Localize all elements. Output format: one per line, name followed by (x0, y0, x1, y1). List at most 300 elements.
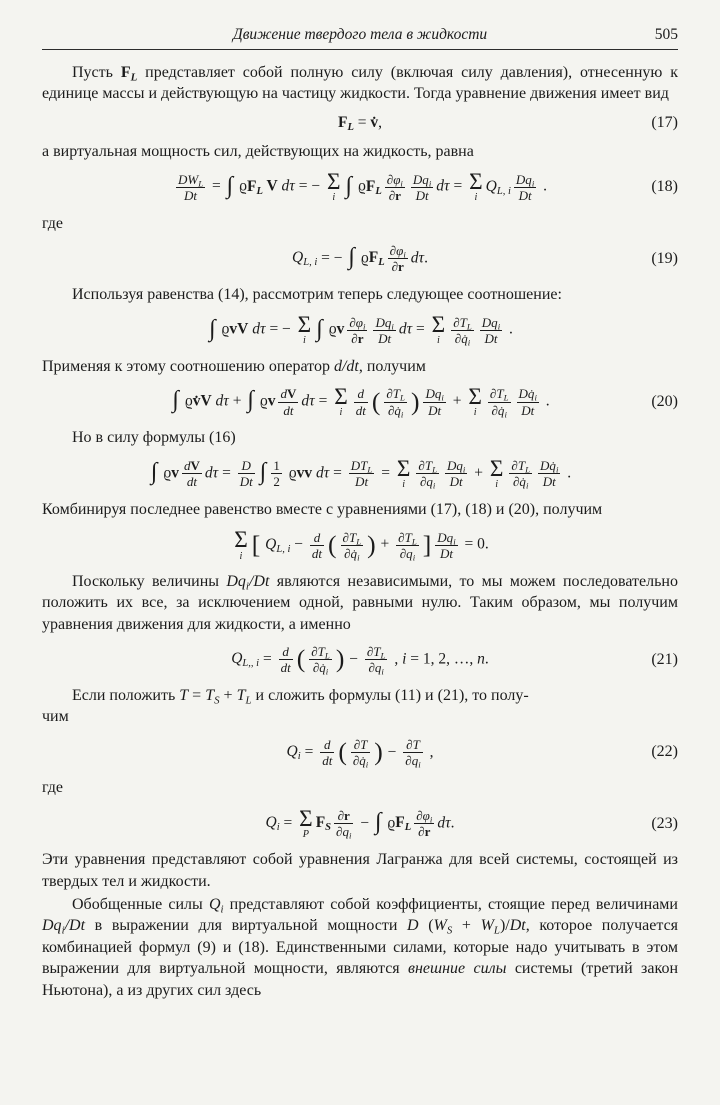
fraction (396, 530, 419, 562)
text-run: ϱ (159, 464, 172, 482)
sigma-glyph: Σ (334, 383, 348, 410)
math-italic-run: d (280, 386, 287, 402)
math-italic-run: $Q_{L, i}$ (261, 536, 291, 556)
math-italic-run: d (282, 644, 289, 660)
fraction-numerator (176, 172, 205, 187)
integral-sign: ∫ (150, 459, 158, 486)
vector-symbol: $F_L$ (365, 178, 382, 198)
summation-sign (432, 314, 446, 346)
summation-sign (469, 171, 483, 203)
fraction-numerator (320, 737, 334, 752)
subscript: i (357, 552, 360, 563)
math-italic-run: $Dq̇_i$ (540, 458, 559, 475)
fraction-numerator (373, 315, 395, 330)
sigma-glyph: Σ (297, 312, 312, 339)
fraction-numerator (354, 386, 368, 401)
summation-sign (334, 383, 348, 419)
fraction-numerator (347, 315, 367, 330)
fraction-denominator (514, 187, 536, 203)
subscript: i (504, 409, 507, 420)
summation-index: i (473, 407, 477, 419)
math-italic-run: $W_L$ (480, 917, 500, 937)
math-italic-run: $\partial q̇_i$ (491, 402, 507, 420)
math-italic-run: d/dt (333, 357, 359, 375)
subscript: L (198, 178, 204, 189)
subscript: L (256, 186, 263, 198)
math-italic-run: $\partial T_L$ (311, 644, 330, 661)
fraction (423, 386, 445, 418)
equation-body (265, 805, 455, 842)
text-run: = (279, 814, 297, 832)
big-bracket: ( (338, 736, 347, 766)
summation-index: i (239, 550, 243, 562)
fraction (416, 458, 439, 490)
equation-number: (21) (651, 650, 678, 668)
vector-symbol: $F_S$ (315, 814, 332, 834)
text-run: = − (265, 320, 295, 338)
subscript: i (276, 822, 280, 834)
subscript: L (466, 321, 472, 332)
fraction-numerator (451, 315, 474, 330)
paragraph-intro (42, 62, 678, 105)
text-run: Поскольку величины (72, 572, 227, 590)
fraction-numerator (403, 737, 422, 752)
text-run: 2 (273, 474, 280, 490)
equation-number: (20) (651, 393, 678, 411)
integral-sign: ∫ (345, 172, 353, 199)
text-run: системы (третий закон Ньютона), а из других сил здесь (42, 960, 679, 999)
subscript: L, i (303, 257, 318, 269)
text-run: Если положить (72, 686, 180, 704)
fraction-denominator (403, 752, 422, 768)
text-run: и сложить формулы (11) и (21), то полу- (251, 686, 529, 704)
vector-symbol: V (190, 458, 200, 473)
text-run: ϱ (357, 249, 369, 267)
math-italic-run: $T_S$ (205, 686, 220, 706)
fraction-denominator (423, 402, 445, 418)
paragraph-using-14 (42, 284, 678, 305)
fraction-numerator (271, 458, 282, 473)
text-run: = (300, 743, 318, 761)
subscript: i (432, 480, 436, 491)
fraction (414, 808, 434, 840)
math-italic-run: $Q_i$ (286, 743, 301, 763)
vector-symbol: vv (296, 464, 313, 482)
text-run: Пусть (72, 64, 121, 81)
summation-index: i (495, 478, 499, 490)
big-bracket: ( (328, 530, 337, 559)
fraction-denominator (385, 187, 405, 203)
math-italic-run: Dt (484, 330, 498, 346)
subscript: L (245, 694, 252, 706)
subscript: L (324, 650, 330, 661)
fraction (320, 737, 334, 769)
text-run: Эти уравнения представляют собой уравнения Лагранжа для всей системы, состоящей из твердых тел и жидкости. (42, 851, 678, 890)
text-run: , (425, 743, 434, 761)
text-run: . (541, 392, 550, 410)
text-run: . (450, 814, 455, 832)
integral-sign: ∫ (374, 809, 382, 836)
vector-symbol: V (262, 178, 278, 196)
subscript: i (467, 337, 471, 348)
math-italic-run: Dt (355, 474, 369, 490)
math-italic-run: $\partial T_L$ (398, 529, 417, 547)
text-run: + (219, 686, 237, 704)
equation-body (338, 114, 382, 132)
math-italic-run: i (402, 650, 407, 668)
math-italic-run: Dt (518, 187, 532, 203)
sigma-glyph: Σ (489, 455, 504, 482)
vector-symbol: v̇ (192, 392, 201, 410)
subscript: i (534, 392, 537, 403)
fraction-numerator (182, 458, 202, 473)
math-italic-run: $\partial T_L$ (453, 314, 472, 332)
math-italic-run: ∂ (391, 259, 399, 275)
math-italic-run: dτ (436, 178, 450, 196)
subscript: i (531, 178, 535, 189)
math-italic-run: $\partial\varphi_i$ (389, 243, 406, 260)
running-head-title: Движение твердого тела в жидкости (232, 26, 488, 43)
subscript: S (214, 694, 220, 706)
fraction (354, 386, 368, 418)
text-run: Обобщенные силы (72, 895, 209, 913)
equation-number: (18) (651, 178, 678, 196)
big-bracket: [ (251, 530, 261, 559)
text-run: где (42, 214, 64, 232)
text-run: = (208, 178, 225, 196)
subscript: i (441, 392, 444, 403)
fraction-numerator (423, 386, 445, 401)
big-bracket: ) (335, 644, 345, 674)
subscript: L (404, 822, 412, 834)
fraction (182, 458, 202, 490)
subscript: i (462, 464, 466, 475)
subscript: i (325, 667, 329, 678)
vector-symbol: v (229, 320, 238, 338)
summation-index: P (302, 828, 310, 840)
subscript: i (220, 903, 224, 916)
summation-index: i (474, 192, 478, 204)
summation-sign (234, 529, 248, 561)
equation-unnumbered-b (42, 455, 678, 491)
fraction (271, 458, 282, 490)
subscript: S (446, 924, 453, 937)
math-italic-run: $Dq_i$ (446, 458, 466, 475)
sigma-glyph: Σ (396, 455, 411, 482)
vector-symbol: v (171, 464, 179, 482)
math-italic-run: dt (355, 402, 366, 418)
fraction-denominator (271, 473, 282, 489)
fraction-numerator (351, 737, 370, 752)
fraction-denominator (278, 402, 298, 418)
fraction (451, 315, 474, 347)
math-italic-run: $\partial\varphi_i$ (416, 808, 433, 825)
fraction-denominator (509, 473, 532, 489)
math-italic-run: $Dq_i$ (42, 917, 65, 937)
fraction-numerator (517, 386, 539, 401)
text-run: = − (317, 249, 347, 267)
subscript: L (356, 536, 362, 547)
paragraph-applying-operator (42, 356, 678, 377)
integral-sign: ∫ (172, 387, 179, 414)
fraction-numerator (365, 644, 388, 659)
subscript: L (503, 392, 509, 403)
math-italic-run: $Q_{L, i}$ (292, 249, 318, 269)
math-italic-run: dt (322, 752, 333, 768)
fraction (365, 644, 388, 676)
text-run: = − (294, 178, 324, 196)
subscript: L, i (276, 544, 291, 556)
math-italic-run: $Dq̇_i$ (518, 386, 537, 403)
equation-18 (42, 171, 678, 203)
vector-symbol: $F_L$ (395, 814, 412, 834)
sigma-glyph: Σ (468, 383, 482, 410)
fraction (309, 644, 332, 676)
paragraph-if-we-set (42, 685, 678, 728)
summation-index: i (303, 335, 306, 347)
equation-17 (42, 114, 678, 132)
math-italic-run: $Dq_i$ (515, 171, 535, 189)
subscript: i (403, 249, 406, 260)
paragraph-where-1 (42, 213, 678, 234)
math-italic-run: Dt (415, 187, 429, 203)
math-italic-run: $\partial q̇_i$ (387, 402, 404, 420)
math-italic-run: $\partial q̇_i$ (344, 546, 360, 563)
subscript: L (432, 464, 437, 475)
math-italic-run: ∂ (337, 808, 345, 824)
integral-sign: ∫ (259, 459, 267, 486)
summation-sign (299, 805, 313, 840)
fraction-numerator (411, 172, 433, 187)
fraction-denominator (445, 473, 467, 489)
fraction (403, 737, 422, 769)
fraction-denominator (451, 330, 474, 346)
paragraph-generalized-forces (42, 894, 678, 1001)
fraction (279, 644, 293, 676)
vector-symbol: v (336, 320, 345, 338)
math-italic-run: $\partial T_L$ (511, 458, 531, 475)
fraction-denominator (309, 659, 332, 678)
subscript: i (61, 924, 65, 937)
fraction (347, 315, 367, 347)
text-run: , (378, 113, 383, 131)
text-run: = 1, 2, …, (406, 650, 478, 668)
vector-symbol: V (286, 386, 297, 402)
equation-number: (22) (651, 743, 678, 761)
summation-sign (468, 383, 482, 419)
text-run: . (424, 249, 428, 267)
text-run: − (290, 536, 307, 554)
sigma-glyph: Σ (431, 312, 446, 339)
fraction-numerator (279, 644, 293, 659)
text-run: ϱ (235, 178, 247, 196)
text-run: + (470, 464, 487, 482)
text-run: . (505, 320, 513, 338)
big-bracket: ) (410, 386, 420, 416)
fraction-numerator (445, 458, 467, 473)
fraction (445, 458, 467, 490)
page-number: 505 (654, 26, 678, 43)
math-italic-run: Dt (439, 546, 453, 562)
subscript: i (400, 409, 404, 420)
math-italic-run: $\partial q̇_i$ (352, 752, 369, 770)
math-italic-run: ∂ (388, 187, 396, 203)
math-italic-run: $Dq_i$ (412, 171, 432, 189)
summation-index: i (339, 407, 343, 419)
paragraph-since-independent (42, 571, 678, 635)
math-italic-run: dτ (277, 178, 295, 196)
math-italic-run: ∂T (353, 736, 368, 752)
math-italic-run: $\partial T_L$ (342, 529, 362, 547)
sigma-glyph: Σ (326, 169, 341, 196)
math-italic-run: ∂ (418, 824, 425, 840)
fraction-denominator (416, 473, 439, 489)
subscript: i (412, 552, 416, 563)
math-italic-run: /Dt (64, 917, 86, 935)
math-italic-run: dτ (312, 464, 330, 482)
math-italic-run: $Q_{L, i}$ (485, 178, 511, 198)
text-run: + (228, 392, 246, 410)
math-italic-run: D (407, 917, 419, 935)
fraction-numerator (509, 458, 532, 473)
math-italic-run: $\partial T_L$ (489, 386, 509, 403)
math-italic-run: dτ (204, 464, 219, 482)
math-italic-run: Dt (509, 917, 526, 935)
fraction-numerator (384, 386, 407, 401)
fraction-denominator (373, 330, 395, 346)
equation-21 (42, 644, 678, 676)
vector-symbol: $F_L$ (337, 113, 354, 134)
integral-sign: ∫ (209, 315, 216, 342)
math-italic-run: dτ (410, 249, 425, 267)
text-run: + (452, 917, 481, 935)
fraction-denominator (238, 473, 255, 489)
fraction (388, 243, 408, 275)
text-run: , получим (358, 357, 426, 375)
text-run: Применяя к этому соотношению оператор (42, 357, 334, 375)
subscript: i (428, 178, 432, 189)
fraction-numerator (514, 172, 536, 187)
fraction-numerator (278, 386, 298, 401)
fraction-denominator (388, 258, 408, 274)
math-italic-run: Dt (449, 474, 463, 490)
math-italic-run: $\partial\varphi_i$ (386, 171, 403, 189)
subscript: i (362, 321, 366, 332)
vector-symbol: r (395, 187, 401, 203)
math-italic-run: dt (186, 474, 197, 490)
math-italic-run: dτ (398, 320, 413, 338)
math-italic-run: $\partial T_L$ (366, 644, 386, 661)
subscript: L (380, 650, 386, 661)
fraction (509, 458, 532, 490)
summation-sign (298, 314, 312, 346)
fraction (310, 530, 324, 562)
math-italic-run: $\partial q_i$ (336, 824, 352, 842)
text-run: ϱ (284, 464, 297, 482)
text-run: . (539, 178, 548, 196)
math-italic-run: $\partial q_i$ (419, 474, 436, 491)
integral-sign: ∫ (247, 387, 254, 414)
text-run: , которое получается комбинацией формул (9) и (18). Единственными силами, которые надо учитывать в этом выражении для виртуальной мощности, являются (42, 917, 679, 978)
fraction-denominator (488, 402, 511, 418)
math-italic-run: $Dq_i$ (481, 314, 501, 332)
math-italic-run: dτ (437, 814, 451, 832)
math-italic-run: dt (311, 546, 323, 562)
math-italic-run: $Q_i$ (265, 814, 280, 834)
text-run: = (377, 464, 394, 482)
math-italic-run: $W_S$ (433, 917, 453, 937)
fraction (176, 172, 205, 204)
equation-body (173, 171, 547, 203)
fraction-numerator (416, 458, 439, 473)
paragraph-where-2 (42, 777, 678, 798)
fraction-numerator (334, 808, 353, 823)
math-italic-run: dt (283, 402, 294, 418)
math-italic-run: ∂ (351, 330, 358, 346)
math-italic-run: $\partial\varphi_i$ (349, 314, 366, 332)
math-italic-run: d (183, 458, 191, 473)
math-italic-run: $\partial q̇_i$ (513, 474, 529, 491)
big-bracket: ] (422, 530, 432, 559)
text-run: . (563, 464, 572, 482)
subscript: L (367, 464, 373, 475)
equation-number: (23) (651, 814, 678, 832)
subscript: i (297, 751, 301, 763)
subscript: i (453, 536, 456, 547)
math-italic-run: Dt (239, 474, 253, 490)
vector-symbol: r (344, 808, 350, 824)
text-run: = (218, 464, 235, 482)
fraction (341, 530, 364, 562)
big-bracket: ( (296, 644, 306, 674)
fraction (278, 386, 298, 418)
fraction-numerator (538, 458, 560, 473)
subscript: L (378, 257, 385, 269)
summation-sign (327, 171, 341, 203)
fraction-denominator (334, 823, 353, 842)
math-italic-run: $Dq_i$ (375, 314, 394, 332)
fraction (488, 386, 511, 418)
text-run: в выражении для виртуальной мощности (85, 917, 408, 935)
big-bracket: ) (374, 736, 383, 766)
text-run: = (449, 178, 467, 196)
text-run: = (314, 392, 332, 410)
subscript: L, i (496, 186, 511, 198)
equation-body (149, 455, 572, 491)
text-run: ( (418, 917, 434, 935)
fraction-denominator (411, 187, 433, 203)
fraction (238, 458, 255, 490)
math-italic-run: d (313, 529, 321, 545)
math-italic-run: $\partial q_i$ (405, 752, 421, 770)
text-run: Комбинируя последнее равенство вместе с уравнениями (17), (18) и (20), получим (42, 501, 603, 518)
math-italic-run: d (323, 736, 331, 752)
integral-sign: ∫ (226, 172, 234, 199)
text-run: представляют собой коэффициенты, стоящие перед величинами (223, 895, 678, 913)
vector-symbol: $F_L$ (246, 178, 263, 198)
fraction (334, 808, 353, 840)
fraction-numerator (414, 808, 434, 823)
equation-body (292, 243, 428, 275)
equation-23 (42, 805, 678, 842)
fraction (351, 737, 370, 769)
fraction-denominator (480, 330, 502, 346)
paragraph-by-formula-16 (42, 427, 678, 448)
fraction-denominator (279, 659, 293, 675)
summation-index: i (402, 478, 406, 490)
math-italic-run: dτ (301, 392, 315, 410)
math-italic-run: ∂T (406, 736, 420, 752)
